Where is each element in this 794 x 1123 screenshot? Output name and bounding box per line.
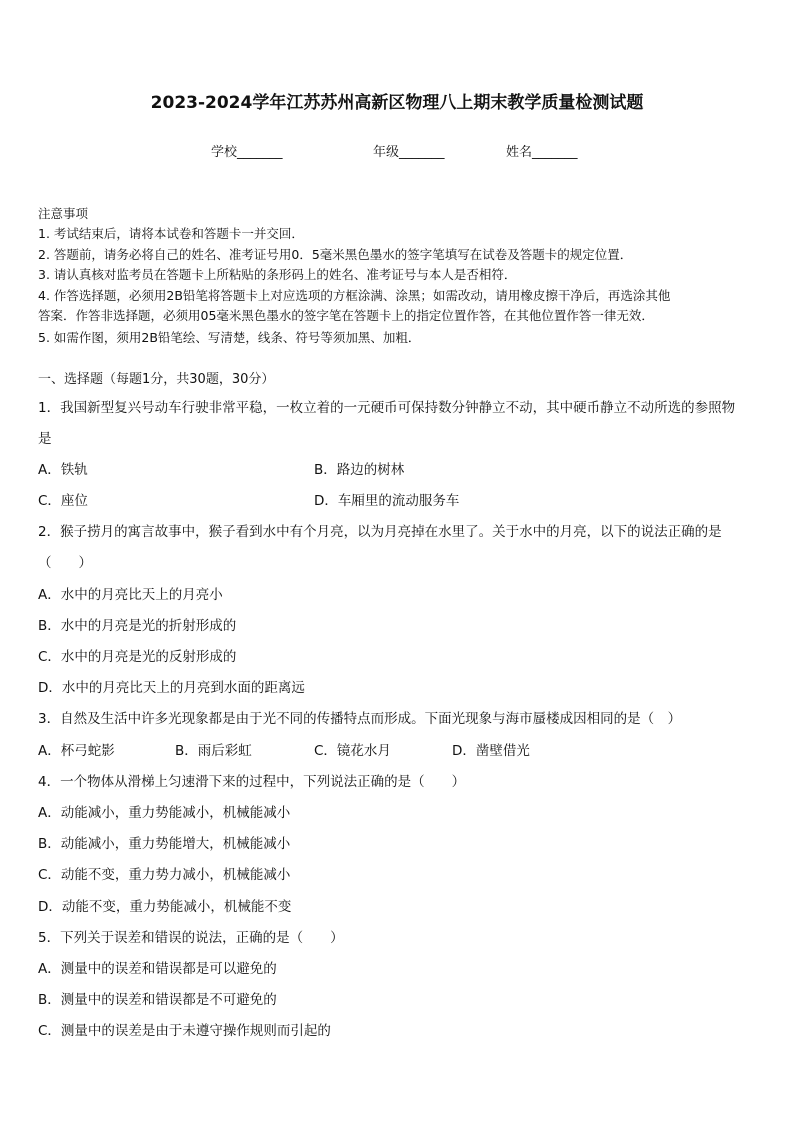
notes-heading: 注意事项 — [38, 206, 89, 221]
note-item: 3. 请认真核对监考员在答题卡上所粘贴的条形码上的姓名、准考证号与本人是否相符． — [38, 267, 517, 282]
question-1-stem: 1．我国新型复兴号动车行驶非常平稳，一枚立着的一元硬币可保持数分钟静立不动，其中硬币静立不动所选的参照物 — [38, 400, 736, 416]
question-4-option-a: A．动能减小，重力势能减小，机械能减小 — [38, 805, 291, 821]
question-5-option-c: C．测量中的误差是由于未遵守操作规则而引起的 — [38, 1023, 331, 1039]
question-5-option-b: B．测量中的误差和错误都是不可避免的 — [38, 992, 277, 1008]
note-item: 1. 考试结束后，请将本试卷和答题卡一并交回． — [38, 226, 304, 241]
question-3-option-d: D．凿壁借光 — [452, 743, 530, 759]
section-heading: 一、选择题（每题1分，共30题，30分） — [38, 372, 275, 387]
note-item: 2. 答题前，请务必将自己的姓名、准考证号用0．5毫米黑色墨水的签字笔填写在试卷及答题卡的规定位置． — [38, 247, 633, 262]
question-4-option-b: B．动能减小，重力势能增大，机械能减小 — [38, 836, 291, 852]
question-3-option-c: C．镜花水月 — [314, 743, 391, 759]
question-1-option-c: C．座位 — [38, 493, 88, 509]
question-3-stem: 3．自然及生活中许多光现象都是由于光不同的传播特点而形成。下面光现象与海市蜃楼成因相同的是（ ） — [38, 711, 682, 727]
question-1-option-d: D．车厢里的流动服务车 — [314, 493, 460, 509]
question-2-option-b: B．水中的月亮是光的折射形成的 — [38, 618, 237, 634]
school-field: 学校_______ — [211, 145, 283, 160]
question-4-option-d: D．动能不变，重力势能减小，机械能不变 — [38, 899, 292, 915]
question-4-stem: 4．一个物体从滑梯上匀速滑下来的过程中，下列说法正确的是（ ） — [38, 774, 466, 790]
question-1-option-a: A．铁轨 — [38, 462, 88, 478]
question-2-option-c: C．水中的月亮是光的反射形成的 — [38, 649, 237, 665]
note-item: 4. 作答选择题，必须用2B铅笔将答题卡上对应选项的方框涂满、涂黑；如需改动，请用橡皮擦干净后，再选涂其他 — [38, 288, 671, 303]
question-3-option-b: B．雨后彩虹 — [175, 743, 252, 759]
question-5-option-a: A．测量中的误差和错误都是可以避免的 — [38, 961, 277, 977]
question-2-option-d: D．水中的月亮比天上的月亮到水面的距离远 — [38, 680, 305, 696]
question-2-stem-cont: （ ） — [38, 555, 92, 571]
question-1-option-b: B．路边的树林 — [314, 462, 405, 478]
note-item: 答案．作答非选择题，必须用05毫米黑色墨水的签字笔在答题卡上的指定位置作答，在其他位置作答一律无效． — [38, 308, 654, 323]
question-5-stem: 5．下列关于误差和错误的说法，正确的是（ ） — [38, 930, 344, 946]
exam-title: 2023-2024学年江苏苏州高新区物理八上期末教学质量检测试题 — [150, 93, 644, 113]
grade-field: 年级_______ — [373, 145, 445, 160]
note-item: 5. 如需作图，须用2B铅笔绘、写清楚，线条、符号等须加黑、加粗． — [38, 330, 421, 345]
question-4-option-c: C．动能不变，重力势力减小，机械能减小 — [38, 867, 291, 883]
question-1-stem-cont: 是 — [38, 431, 52, 447]
question-2-stem: 2．猴子捞月的寓言故事中，猴子看到水中有个月亮，以为月亮掉在水里了。关于水中的月亮，以下的说法正确的是 — [38, 524, 722, 540]
question-3-option-a: A．杯弓蛇影 — [38, 743, 115, 759]
name-field: 姓名_______ — [506, 145, 578, 160]
question-2-option-a: A．水中的月亮比天上的月亮小 — [38, 587, 223, 603]
